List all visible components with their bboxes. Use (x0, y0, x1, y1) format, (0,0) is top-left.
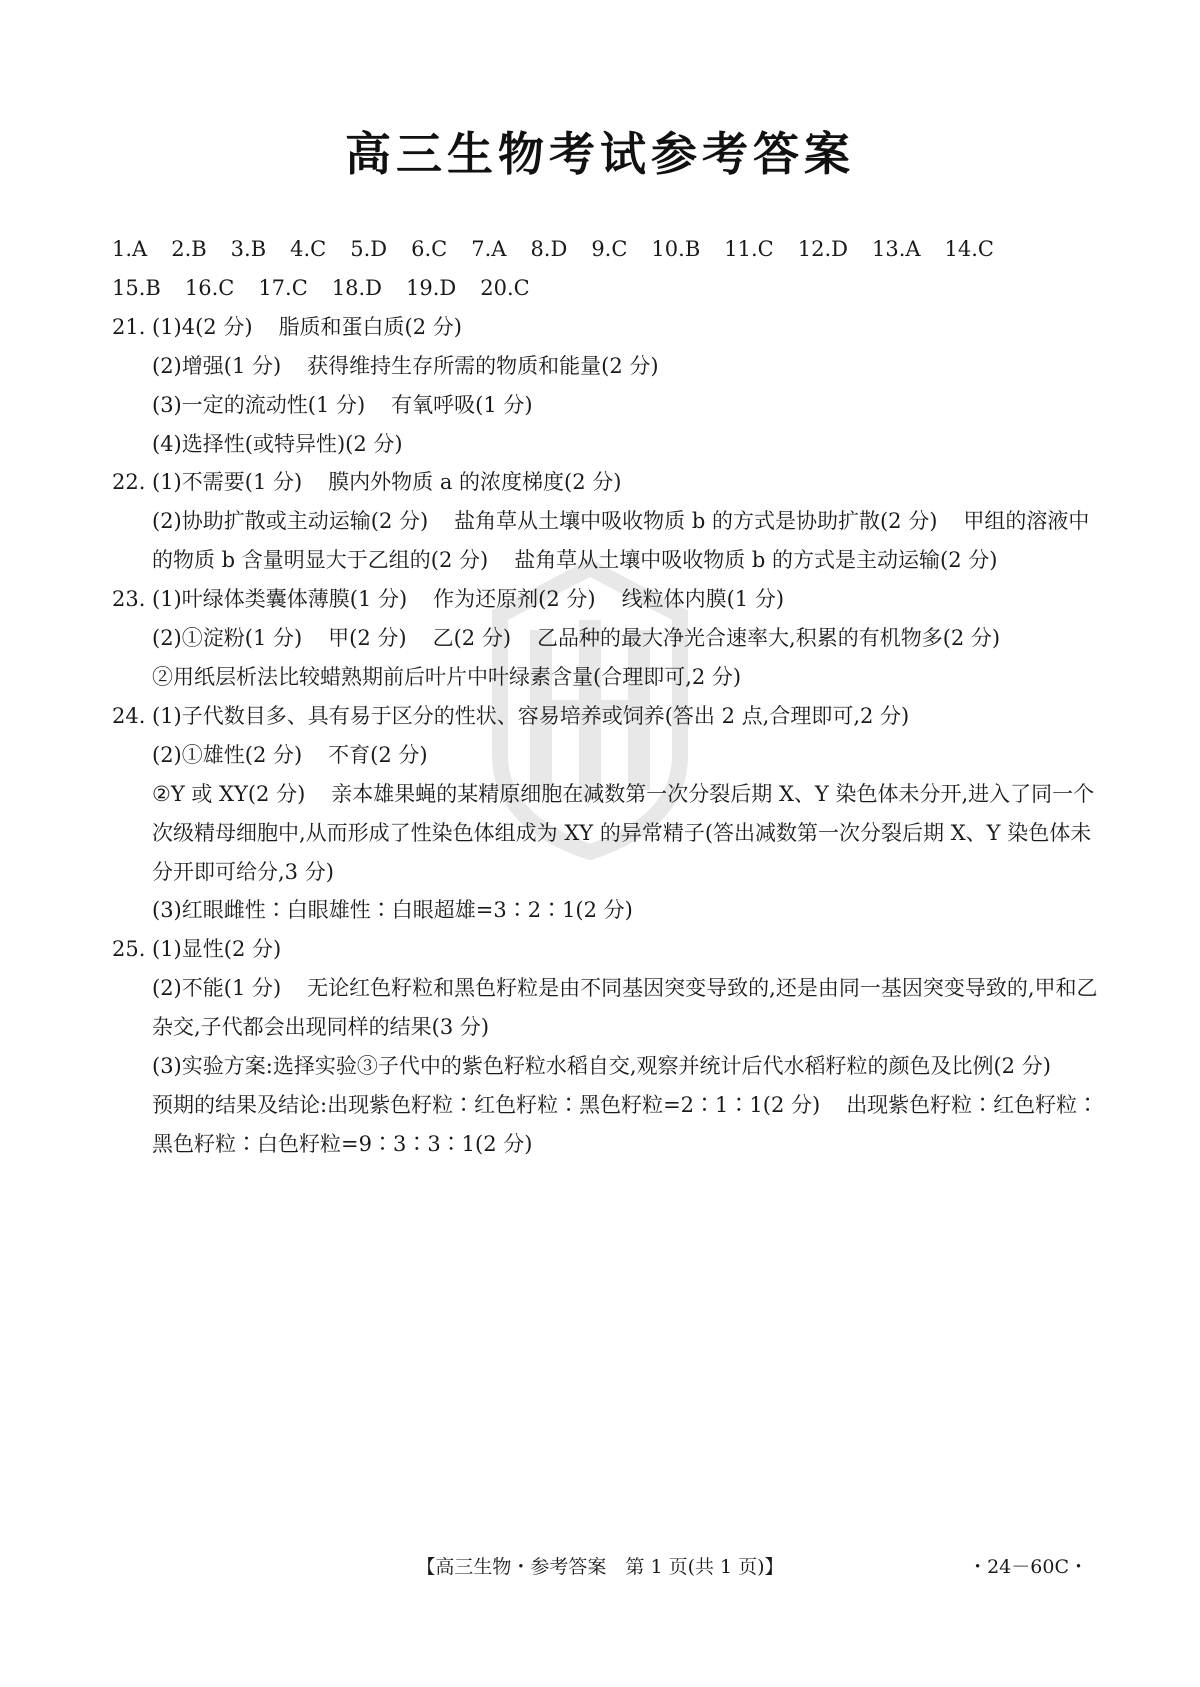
choice-answer: 5.D (350, 237, 388, 261)
question-21: 21. (1)4(2 分) 脂质和蛋白质(2 分) (112, 308, 1102, 347)
choice-answer: 13.A (871, 237, 921, 261)
choice-answer: 9.C (591, 237, 628, 261)
answer-content (112, 230, 1102, 1164)
q21-part-3: (3)一定的流动性(1 分) 有氧呼吸(1 分) (152, 392, 533, 417)
question-number: 21. (112, 314, 146, 339)
choice-answer: 8.D (530, 237, 568, 261)
choice-answers-row-2 (112, 269, 1102, 308)
question-25: 25. (1)显性(2 分) (112, 930, 1102, 969)
q25-part-3: (3)实验方案:选择实验③子代中的紫色籽粒水稻自交,观察并统计后代水稻籽粒的颜色及比例(2 分) (152, 1054, 1051, 1079)
q24-part-2-explanation: ②Y 或 XY(2 分) 亲本雄果蝇的某精原细胞在减数第一次分裂后期 X、Y 染色体未分开,进入了同一个次级精母细胞中,从而形成了性染色体组成为 XY 的异常精子(答出减数第一次分裂后期 X、Y 染色体未分开即可给分,3 分) (152, 781, 1095, 884)
choice-answer: 4.C (290, 237, 327, 261)
q25-expected-results: 预期的结果及结论:出现紫色籽粒∶红色籽粒∶黑色籽粒=2∶1∶1(2 分) 出现紫色籽粒∶红色籽粒∶黑色籽粒∶白色籽粒=9∶3∶3∶1(2 分) (152, 1092, 1099, 1156)
footer-code: ・24－60C・ (968, 1556, 1088, 1578)
q21-part-4: (4)选择性(或特异性)(2 分) (152, 431, 403, 456)
footer-page-info: 【高三生物・参考答案 第 1 页(共 1 页)】 (416, 1556, 784, 1578)
choice-answer: 1.A (112, 237, 148, 261)
choice-answer: 2.B (171, 237, 207, 261)
choice-answer: 11.C (724, 237, 774, 261)
choice-answer: 10.B (651, 237, 701, 261)
q25-part-2: (2)不能(1 分) 无论红色籽粒和黑色籽粒是由不同基因突变导致的,还是由同一基因突变导致的,甲和乙杂交,子代都会出现同样的结果(3 分) (152, 976, 1098, 1040)
choice-answer: 6.C (411, 237, 448, 261)
choice-answer: 16.C (184, 275, 235, 300)
choice-answer: 18.D (331, 275, 383, 300)
question-number: 24. (112, 703, 146, 728)
choice-answers-row-1 (112, 230, 1102, 269)
page-footer (0, 1552, 1200, 1582)
choice-answer: 3.B (230, 237, 267, 261)
choice-answer: 7.A (471, 237, 507, 261)
choice-answer: 14.C (944, 237, 994, 261)
q24-part-2: (2)①雄性(2 分) 不育(2 分) (152, 742, 428, 767)
q23-part-3: ②用纸层析法比较蜡熟期前后叶片中叶绿素含量(合理即可,2 分) (152, 664, 742, 689)
question-number: 22. (112, 470, 146, 495)
q23-part-2: (2)①淀粉(1 分) 甲(2 分) 乙(2 分) 乙品种的最大净光合速率大,积累的有机物多(2 分) (152, 626, 1001, 651)
q24-part-3: (3)红眼雌性∶白眼雄性∶白眼超雄=3∶2∶1(2 分) (152, 898, 633, 923)
q22-part-2: (2)协助扩散或主动运输(2 分) 盐角草从土壤中吸收物质 b 的方式是协助扩散(2 分) 甲组的溶液中的物质 b 含量明显大于乙组的(2 分) 盐角草从土壤中吸收物质 b 的方式是主动运输(2 分) (152, 509, 1090, 573)
question-23: 23. (1)叶绿体类囊体薄膜(1 分) 作为还原剂(2 分) 线粒体内膜(1 分) (112, 580, 1102, 619)
page-title: 高三生物考试参考答案 (345, 127, 855, 181)
q21-part-2: (2)增强(1 分) 获得维持生存所需的物质和能量(2 分) (152, 353, 659, 378)
choice-answer: 17.C (258, 275, 308, 300)
choice-answer: 12.D (797, 237, 848, 261)
question-22: 22. (1)不需要(1 分) 膜内外物质 a 的浓度梯度(2 分) (112, 463, 1102, 502)
choice-answer: 19.D (406, 275, 457, 300)
question-number: 25. (112, 937, 146, 962)
question-24: 24. (1)子代数目多、具有易于区分的性状、容易培养或饲养(答出 2 点,合理即可,2 分) (112, 697, 1102, 736)
choice-answer: 15.B (112, 275, 161, 300)
choice-answer: 20.C (480, 275, 530, 300)
question-number: 23. (112, 587, 146, 612)
